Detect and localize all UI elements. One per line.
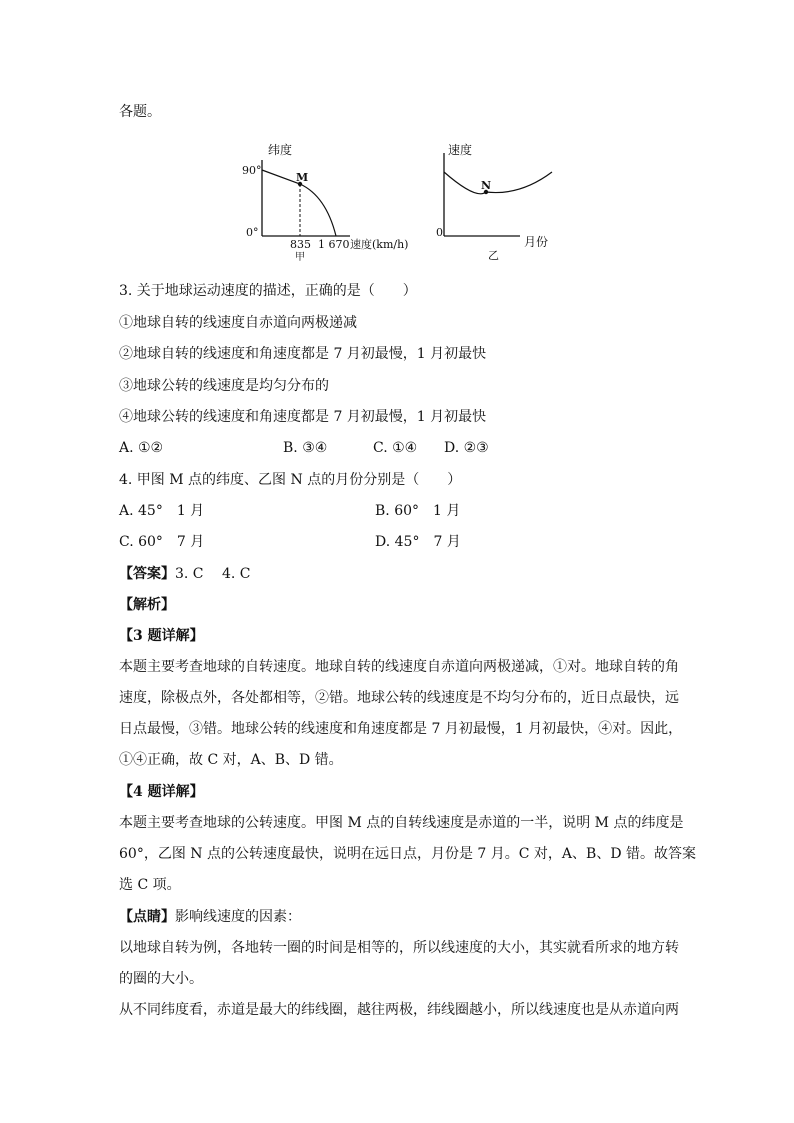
yi-y-label: 速度 [448, 143, 473, 157]
q3-detail-line-3: 日点最慢，③错。地球公转的线速度和角速度都是 7 月初最慢，1 月初最快，④对。因此， [119, 721, 683, 737]
q3-option-a: A. ①② [119, 440, 164, 456]
yi-caption: 乙 [488, 249, 499, 262]
q4-option-d: D. 45° 7 月 [375, 534, 461, 550]
q4-detail-line-1: 本题主要考查地球的公转速度。甲图 M 点的自转线速度是赤道的一半，说明 M 点的纬度是 [119, 815, 684, 831]
q3-item-4: ④地球公转的线速度和角速度都是 7 月初最慢，1 月初最快 [119, 409, 487, 425]
yi-tick-0: 0 [436, 226, 443, 239]
jia-tick-0: 0° [246, 226, 259, 239]
q3-option-c: C. ①④ [373, 440, 418, 456]
q3-stem: 3. 关于地球运动速度的描述，正确的是（ ） [119, 283, 417, 299]
q3-detail-line-4: ①④正确，故 C 对，A、B、D 错。 [119, 752, 343, 768]
yi-x-label: 月份 [524, 235, 549, 249]
q4-detail-line-2: 60°，乙图 N 点的公转速度最快，说明在远日点，月份是 7 月。C 对，A、B、D 错。故答案 [119, 846, 697, 862]
yi-point-label: N [481, 179, 492, 192]
figure-yi [436, 142, 552, 262]
q3-item-2: ②地球自转的线速度和角速度都是 7 月初最慢，1 月初最快 [119, 346, 487, 362]
dianjing-line [119, 907, 301, 927]
jia-caption: 甲 [295, 252, 305, 263]
figures [0, 0, 794, 270]
q4-detail-line-3: 选 C 项。 [119, 877, 181, 893]
answer-label: 【答案】 [119, 566, 175, 582]
jia-tick-1670: 1 670 [318, 238, 350, 251]
jia-tick-835: 835 [290, 238, 311, 251]
dianjing-line-3: 从不同纬度看，赤道是最大的纬线圈，越往两极，纬线圈越小，所以线速度也是从赤道向两 [119, 1002, 679, 1018]
intro-tail: 各题。 [119, 104, 161, 120]
jia-point-label: M [296, 171, 309, 184]
analysis-label: 【解析】 [119, 597, 175, 613]
q3-detail-line-2: 速度，除极点外，各处都相等，②错。地球公转的线速度是不均匀分布的，近日点最快，远 [119, 690, 679, 706]
dianjing-line-2: 的圈的大小。 [119, 971, 203, 987]
jia-tick-90: 90° [242, 164, 262, 177]
q4-option-b: B. 60° 1 月 [375, 503, 461, 519]
q4-detail-label: 【4 题详解】 [119, 784, 204, 800]
dianjing-label: 【点睛】 [119, 909, 175, 925]
q4-stem: 4. 甲图 M 点的纬度、乙图 N 点的月份分别是（ ） [119, 472, 462, 488]
answer-line [119, 564, 251, 584]
q3-item-3: ③地球公转的线速度是均匀分布的 [119, 378, 329, 394]
dianjing-line-1: 以地球自转为例，各地转一圈的时间是相等的，所以线速度的大小，其实就看所求的地方转 [119, 940, 679, 956]
q4-option-a: A. 45° 1 月 [119, 503, 205, 519]
q3-detail-line-1: 本题主要考查地球的自转速度。地球自转的线速度自赤道向两极递减，①对。地球自转的角 [119, 659, 679, 675]
yi-curve [444, 172, 552, 194]
dianjing-title: 影响线速度的因素： [175, 909, 301, 925]
jia-x-label: 速度(km/h) [350, 238, 409, 251]
jia-y-label: 纬度 [268, 143, 293, 157]
answer-text: 3. C 4. C [175, 566, 251, 582]
q3-option-d: D. ②③ [444, 440, 489, 456]
q3-detail-label: 【3 题详解】 [119, 628, 204, 644]
figure-jia [242, 142, 408, 263]
q3-item-1: ①地球自转的线速度自赤道向两极递减 [119, 315, 357, 331]
q4-option-c: C. 60° 7 月 [119, 534, 205, 550]
q3-option-b: B. ③④ [283, 440, 328, 456]
